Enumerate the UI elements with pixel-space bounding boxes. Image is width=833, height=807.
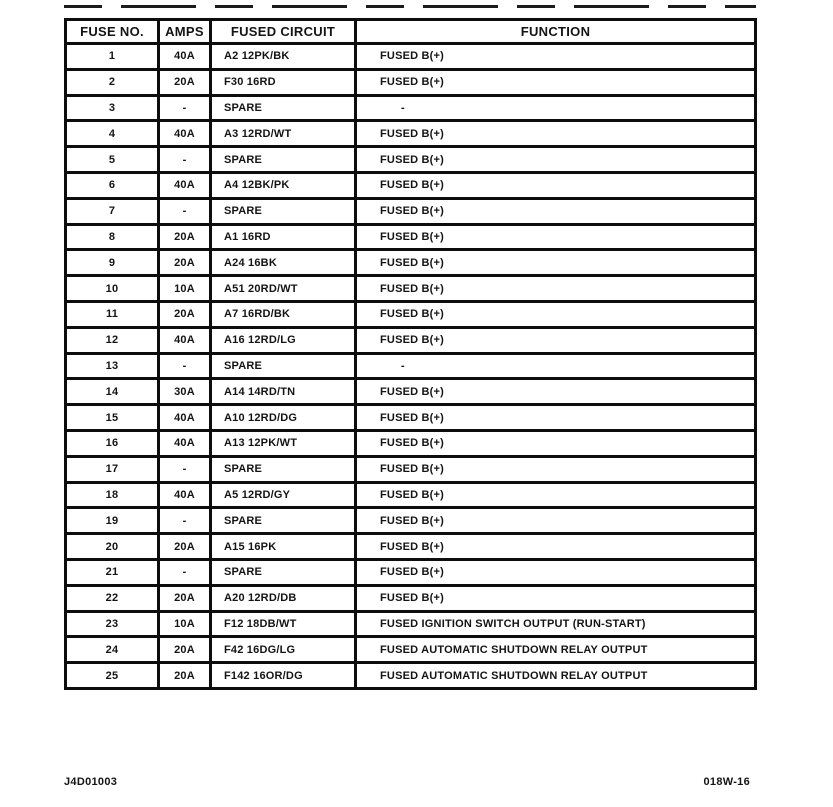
fuse-no-cell: 25 [66,663,159,689]
function-cell: - [356,353,756,379]
circuit-cell: SPARE [211,95,356,121]
function-cell: FUSED B(+) [356,327,756,353]
col-header-function: FUNCTION [356,20,756,44]
table-row [66,172,756,198]
function-cell: FUSED B(+) [356,44,756,70]
circuit-cell: F30 16RD [211,69,356,95]
amps-cell: 20A [159,301,211,327]
circuit-cell: A5 12RD/GY [211,482,356,508]
fuse-no-cell: 21 [66,559,159,585]
circuit-cell: A2 12PK/BK [211,44,356,70]
function-cell: FUSED B(+) [356,250,756,276]
amps-cell: 40A [159,172,211,198]
function-cell: FUSED B(+) [356,585,756,611]
table-row [66,508,756,534]
amps-cell: - [159,456,211,482]
table-row [66,147,756,173]
amps-cell: 30A [159,379,211,405]
fuse-no-cell: 4 [66,121,159,147]
fuse-no-cell: 3 [66,95,159,121]
amps-cell: 40A [159,327,211,353]
amps-cell: 10A [159,611,211,637]
fuse-no-cell: 5 [66,147,159,173]
table-row [66,69,756,95]
function-cell: FUSED B(+) [356,121,756,147]
amps-cell: 40A [159,44,211,70]
function-cell: FUSED B(+) [356,482,756,508]
circuit-cell: A15 16PK [211,534,356,560]
fuse-no-cell: 6 [66,172,159,198]
amps-cell: 40A [159,482,211,508]
amps-cell: 10A [159,276,211,302]
table-row [66,250,756,276]
table-row [66,44,756,70]
circuit-cell: A14 14RD/TN [211,379,356,405]
function-cell: FUSED AUTOMATIC SHUTDOWN RELAY OUTPUT [356,637,756,663]
table-row [66,430,756,456]
function-cell: FUSED B(+) [356,301,756,327]
function-cell: FUSED B(+) [356,69,756,95]
fuse-no-cell: 15 [66,405,159,431]
fuse-no-cell: 1 [66,44,159,70]
fuse-no-cell: 12 [66,327,159,353]
function-cell: FUSED B(+) [356,147,756,173]
fuse-table-body [66,44,756,689]
circuit-cell: A16 12RD/LG [211,327,356,353]
fuse-no-cell: 16 [66,430,159,456]
circuit-cell: A4 12BK/PK [211,172,356,198]
figure-code-left: J4D01003 [64,776,118,788]
amps-cell: 40A [159,405,211,431]
function-cell: FUSED AUTOMATIC SHUTDOWN RELAY OUTPUT [356,663,756,689]
fuse-no-cell: 22 [66,585,159,611]
fuse-no-cell: 17 [66,456,159,482]
circuit-cell: SPARE [211,147,356,173]
fuse-table [64,18,757,690]
amps-cell: 20A [159,585,211,611]
amps-cell: 20A [159,224,211,250]
table-row [66,482,756,508]
table-row [66,224,756,250]
table-row [66,121,756,147]
table-row [66,301,756,327]
table-row [66,95,756,121]
amps-cell: 20A [159,663,211,689]
amps-cell: 40A [159,430,211,456]
amps-cell: 20A [159,637,211,663]
function-cell: - [356,95,756,121]
circuit-cell: A7 16RD/BK [211,301,356,327]
fuse-no-cell: 13 [66,353,159,379]
fuse-no-cell: 2 [66,69,159,95]
fuse-no-cell: 18 [66,482,159,508]
function-cell: FUSED B(+) [356,559,756,585]
col-header-amps: AMPS [159,20,211,44]
circuit-cell: SPARE [211,198,356,224]
col-header-fused-circuit: FUSED CIRCUIT [211,20,356,44]
table-row [66,637,756,663]
function-cell: FUSED B(+) [356,430,756,456]
amps-cell: - [159,147,211,173]
scan-artifact-line [64,5,756,8]
amps-cell: 20A [159,250,211,276]
function-cell: FUSED B(+) [356,224,756,250]
fuse-no-cell: 9 [66,250,159,276]
fuse-no-cell: 8 [66,224,159,250]
circuit-cell: A10 12RD/DG [211,405,356,431]
amps-cell: - [159,508,211,534]
circuit-cell: A1 16RD [211,224,356,250]
circuit-cell: SPARE [211,456,356,482]
circuit-cell: A51 20RD/WT [211,276,356,302]
table-row [66,611,756,637]
amps-cell: 20A [159,534,211,560]
fuse-no-cell: 10 [66,276,159,302]
fuse-no-cell: 11 [66,301,159,327]
amps-cell: - [159,95,211,121]
table-row [66,663,756,689]
table-row [66,198,756,224]
table-row [66,405,756,431]
amps-cell: - [159,559,211,585]
fuse-no-cell: 7 [66,198,159,224]
circuit-cell: A13 12PK/WT [211,430,356,456]
circuit-cell: F12 18DB/WT [211,611,356,637]
fuse-no-cell: 19 [66,508,159,534]
fuse-no-cell: 14 [66,379,159,405]
function-cell: FUSED B(+) [356,456,756,482]
fuse-no-cell: 24 [66,637,159,663]
circuit-cell: F142 16OR/DG [211,663,356,689]
table-row [66,327,756,353]
table-row [66,379,756,405]
function-cell: FUSED B(+) [356,276,756,302]
amps-cell: - [159,353,211,379]
fuse-no-cell: 23 [66,611,159,637]
function-cell: FUSED B(+) [356,508,756,534]
table-row [66,353,756,379]
figure-code-right: 018W-16 [703,776,750,788]
circuit-cell: A20 12RD/DB [211,585,356,611]
circuit-cell: F42 16DG/LG [211,637,356,663]
circuit-cell: SPARE [211,508,356,534]
table-row [66,534,756,560]
amps-cell: 40A [159,121,211,147]
table-row [66,456,756,482]
col-header-fuse-no: FUSE NO. [66,20,159,44]
circuit-cell: A3 12RD/WT [211,121,356,147]
circuit-cell: SPARE [211,353,356,379]
table-row [66,559,756,585]
function-cell: FUSED B(+) [356,534,756,560]
table-row [66,585,756,611]
function-cell: FUSED B(+) [356,405,756,431]
header-row [66,20,756,44]
function-cell: FUSED B(+) [356,172,756,198]
fuse-no-cell: 20 [66,534,159,560]
amps-cell: - [159,198,211,224]
amps-cell: 20A [159,69,211,95]
table-row [66,276,756,302]
function-cell: FUSED B(+) [356,198,756,224]
function-cell: FUSED B(+) [356,379,756,405]
circuit-cell: A24 16BK [211,250,356,276]
circuit-cell: SPARE [211,559,356,585]
function-cell: FUSED IGNITION SWITCH OUTPUT (RUN-START) [356,611,756,637]
